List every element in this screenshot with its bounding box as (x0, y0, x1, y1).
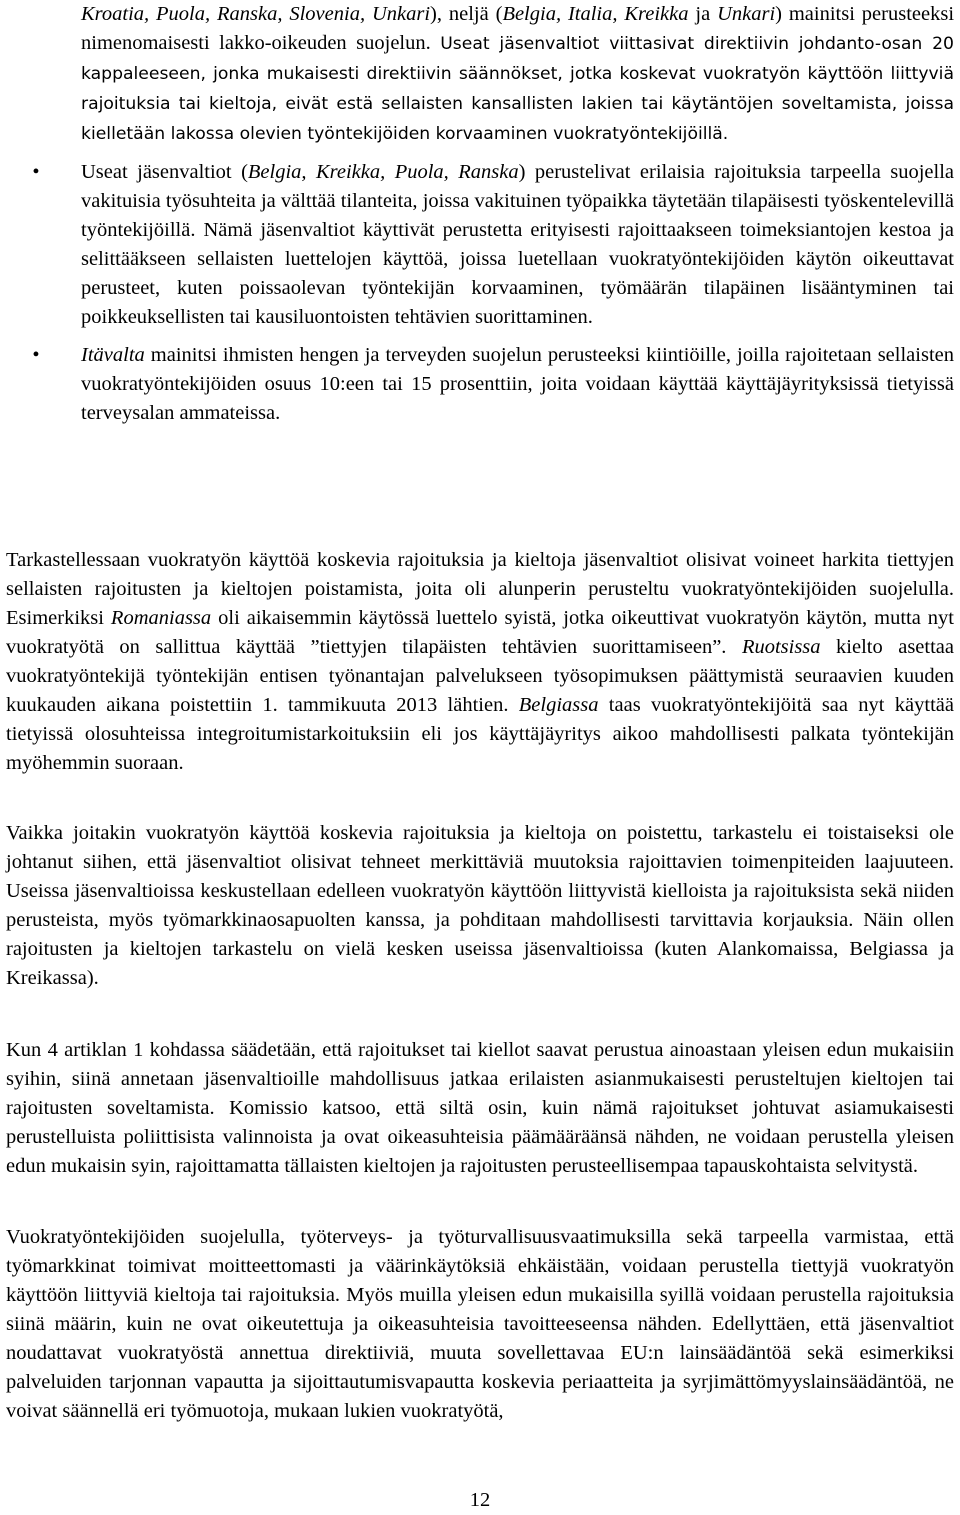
paragraph (6, 819, 954, 993)
bullet-marker: • (32, 161, 40, 183)
segment: ) perustelivat erilaisia rajoituksia tarpeella suojella vakituisia työsuhteita ja välttää tilanteita, joissa vakituinen työpaikka täytetään tilapäisesti työskentelevillä työntekijöillä. Nämä jäsenvaltiot käyttivät perustetta erityisesti rajoittaakseen toimeksiantojen kestoa ja selittääkseen sellaisten luettelojen käyttöä, joissa luetellaan vuokratyöntekijöiden käytön oikeuttavat perusteet, kuten poissaolevan työntekijän korvaaminen, työmäärän tilapäinen lisääntyminen tai poikkeuksellisten tai kausiluontoisten tehtävien suorittaminen. (81, 161, 954, 328)
segment: Itävalta (81, 344, 145, 366)
segment: Tarkastellessaan vuokratyön käyttöä koskevia rajoituksia ja kieltoja jäsenvaltiot olisivat voineet harkita tiettyjen sellaisten rajoitusten ja kieltojen poistamista, joita oli alunperin perusteltu vuokratyöntekijöiden suojelulla. Esimerkiksi (6, 549, 954, 629)
segment: Vaikka joitakin vuokratyön käyttöä koskevia rajoituksia ja kieltoja on poistettu, tarkastelu ei toistaiseksi ole johtanut siihen, että jäsenvaltiot olisivat tehneet merkittäviä muutoksia rajoittavien toimenpiteiden laajuuteen. Useissa jäsenvaltioissa keskustellaan edelleen vuokratyön käyttöön liittyvistä kielloista ja rajoituksista sekä niiden perusteista, myös työmarkkinaosapuolten kanssa, ja pohditaan mahdollisesti tarvittavia korjauksia. Näin ollen rajoitusten ja kieltojen tarkastelu on vielä kesken useissa jäsenvaltioissa (kuten Alankomaissa, Belgiassa ja Kreikassa). (6, 822, 954, 989)
page-number: 12 (469, 1489, 491, 1511)
bullet-marker: • (32, 344, 40, 366)
paragraph (6, 1036, 954, 1181)
segment: Vuokratyöntekijöiden suojelulla, työterveys- ja työturvallisuusvaatimuksilla sekä tarpeella varmistaa, että työmarkkinat toimivat moitteettomasti ja väärinkäytöksiä ehkäistään, voidaan perustella tiettyjä vuokratyön käyttöön liittyviä kieltoja tai rajoituksia. Myös muilla yleisen edun mukaisilla syillä voidaan perustella rajoituksia siinä määrin, kuin ne ovat oikeutettuja ja oikeasuhteisia tavoitteeseensa nähden. Edellyttäen, että jäsenvaltiot noudattavat vuokratyöstä annettua direktiiviä, muuta sovellettavaa EU:n lainsäädäntöä sekä esimerkiksi palveluiden tarjonnan vapautta ja sijoittautumisvapautta koskevia periaatteita ja syrjimättömyyslainsäädäntöä, ne voivat säännellä eri työmuotoja, mukaan lukien vuokratyötä, (6, 1226, 954, 1422)
segment: ), neljä ( (430, 3, 503, 25)
bullet-item (0, 341, 960, 428)
segment: oli aikaisemmin käytössä luettelo syistä, jotka oikeuttivat vuokratyön käytön, mutta nyt vuokratyötä on sallittua käyttää ”tiettyjen tilapäisten tehtävien suorittamiseen”. (6, 607, 954, 658)
segment: kielto asettaa vuokratyöntekijä työntekijän entisen työnantajan palvelukseen työsopimuksen päättymistä seuraavien kuuden kuukauden aikana poistettiin 1. tammikuuta 2013 lähtien. (6, 636, 954, 716)
segment: Romaniassa (110, 607, 212, 629)
paragraph (6, 1223, 954, 1426)
segment: Useat jäsenvaltiot ( (81, 161, 248, 183)
segment: Kun 4 artiklan 1 kohdassa säädetään, että rajoitukset tai kiellot saavat perustua ainoastaan yleisen edun mukaisiin syihin, siinä annetaan jäsenvaltioille mahdollisuus jatkaa erilaisten asianmukaisesti perusteltujen kieltojen tai rajoitusten soveltamista. Komissio katsoo, että siltä osin, kuin nämä rajoitukset johtuvat asiamukaisesti perustelluista poliittisista valinnoista ja ovat oikeasuhteisia päämääräänsä nähden, ne voidaan perustella yleisen edun mukaisin syin, rajoittamatta tällaisten kieltojen ja rajoitusten perusteellisempaa tapauskohtaista selvitystä. (6, 1039, 954, 1177)
segment: taas vuokratyöntekijöitä saa nyt käyttää tietyissä olosuhteissa integroitumistarkoituksiin eli jos käyttäjäyritys aikoo mahdollisesti palkata työntekijän myöhemmin suoraan. (6, 694, 954, 774)
continued-list-item (0, 0, 960, 149)
segment: Belgia, Kreikka, Puola, Ranska (247, 161, 519, 183)
segment: Belgiassa (518, 694, 599, 716)
paragraph (6, 546, 954, 778)
segment: ) mainitsi perusteeksi nimenomaisesti lakko-oikeuden suojelun. (81, 3, 955, 54)
segment: Unkari (717, 3, 776, 25)
bullet-item (0, 158, 960, 332)
bullet-list (0, 0, 960, 428)
segment: Kroatia, Puola, Ranska, Slovenia, Unkari (81, 3, 431, 25)
segment: Useat jäsenvaltiot viittasivat direktiivin johdanto-osan 20 kappaleeseen, jonka mukaisesti direktiivin säännökset, jotka koskevat vuokratyön käyttöön liittyviä rajoituksia tai kieltoja, eivät estä sellaisten kansallisten lakien tai käytäntöjen soveltamista, joissa kielletään lakossa olevien työntekijöiden korvaaminen vuokratyöntekijöillä. (81, 34, 954, 144)
segment: ja (688, 3, 718, 25)
segment: Ruotsissa (741, 636, 821, 658)
segment: Belgia, Italia, Kreikka (502, 3, 689, 25)
segment: mainitsi ihmisten hengen ja terveyden suojelun perusteeksi kiintiöille, joilla rajoitetaan sellaisten vuokratyöntekijöiden osuus 10:een tai 15 prosenttiin, joita voidaan käyttää käyttäjäyrityksissä tietyissä terveysalan ammateissa. (81, 344, 954, 424)
